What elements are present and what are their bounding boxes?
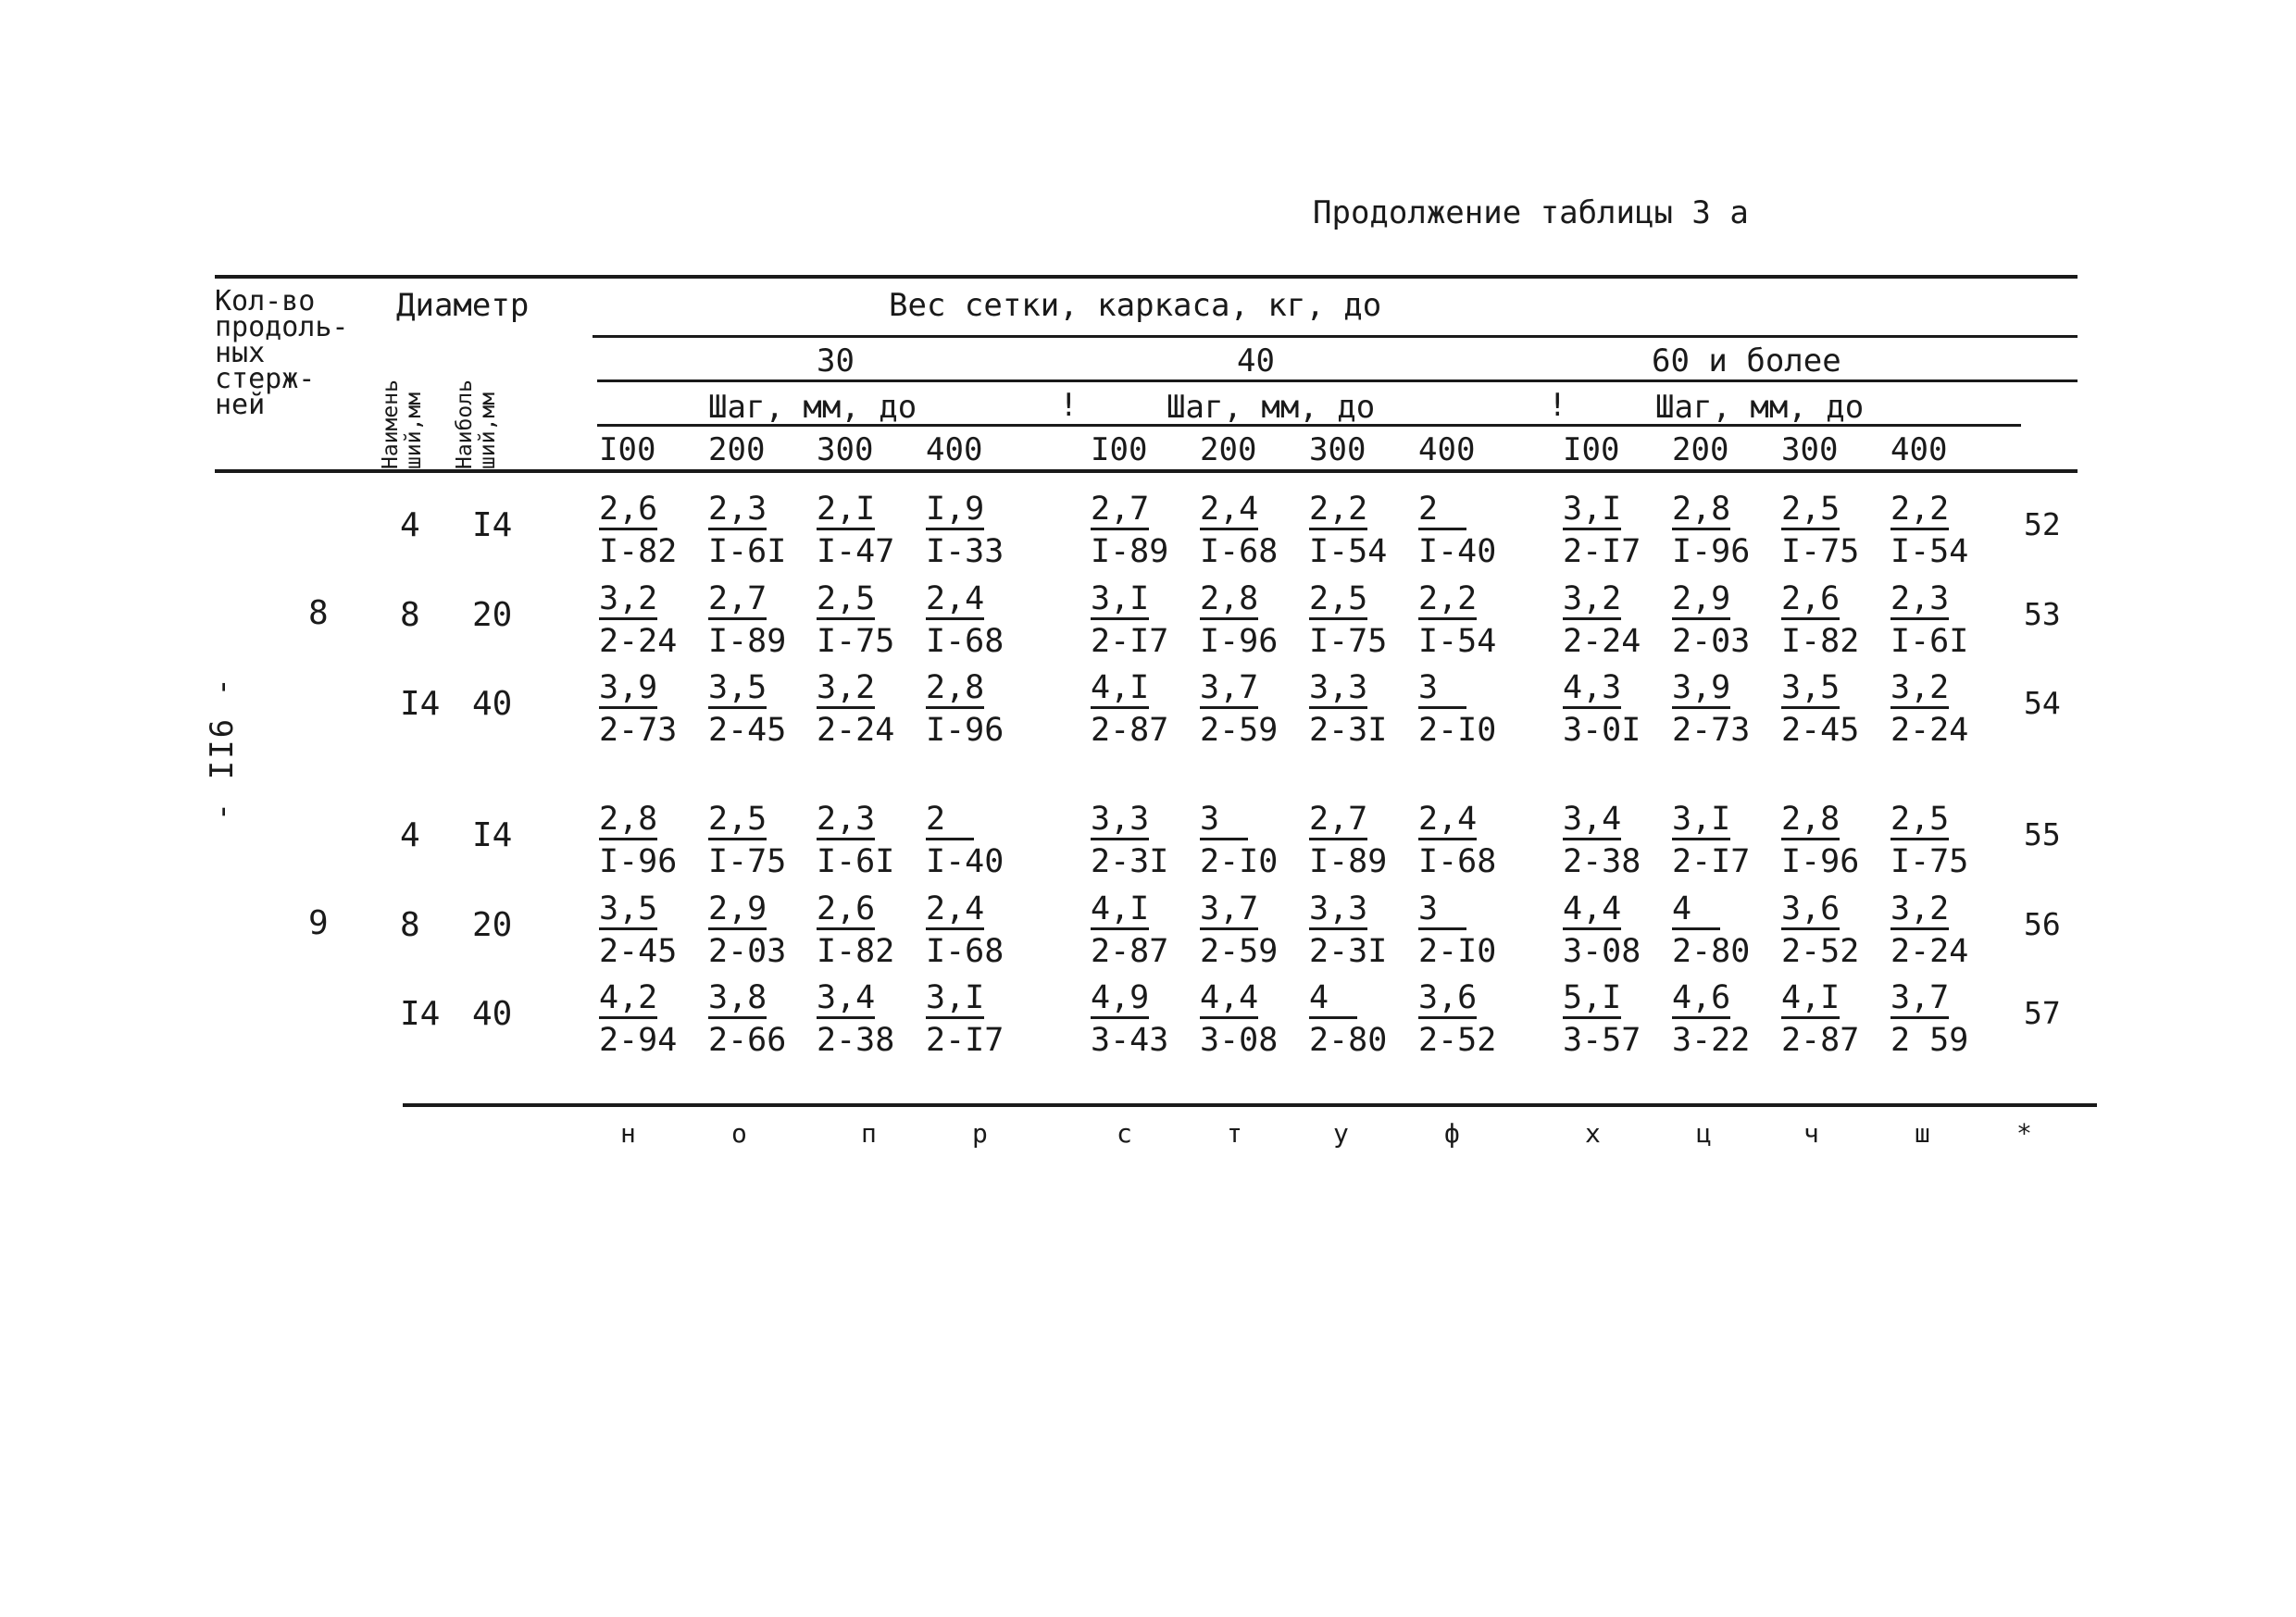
cell-code: 2-24 xyxy=(1890,933,1969,970)
max-diameter-header: Наиболь ший,мм xyxy=(453,379,500,469)
column-letter: п xyxy=(861,1118,877,1149)
cell-code: 2-80 xyxy=(1309,1022,1388,1059)
min-diameter: 8 xyxy=(400,906,420,944)
cell-code: I-68 xyxy=(1200,533,1279,570)
weight-cell xyxy=(599,888,687,973)
cell-value: 2,4 xyxy=(1418,801,1477,840)
cell-value: 2,5 xyxy=(1781,491,1840,530)
cell-value: 3,5 xyxy=(599,890,657,930)
cell-value: 2,I xyxy=(817,491,875,530)
weight-header: Вес сетки, каркаса, кг, до xyxy=(889,287,1382,324)
cell-code: 2-45 xyxy=(708,712,787,749)
cell-code: 2 59 xyxy=(1890,1022,1969,1059)
weight-cell xyxy=(599,666,687,752)
step-header: I00 xyxy=(1091,431,1148,468)
weight-cell xyxy=(1200,578,1288,663)
min-diameter: I4 xyxy=(400,685,441,723)
weight-cell xyxy=(1672,888,1760,973)
cell-code: 2-I7 xyxy=(1672,843,1751,880)
cell-value: 3,2 xyxy=(1890,669,1949,709)
cell-value: 3,I xyxy=(926,979,984,1019)
cell-value: 4,3 xyxy=(1563,669,1621,709)
page-number: - II6 - xyxy=(204,676,241,822)
cell-value: 4,2 xyxy=(599,979,657,1019)
weight-cell xyxy=(926,578,1014,663)
cell-value: 2,7 xyxy=(1091,491,1149,530)
rule-bottom xyxy=(403,1103,2097,1107)
weight-cell xyxy=(599,976,687,1062)
weight-cell xyxy=(708,666,796,752)
step-header: 300 xyxy=(1781,431,1839,468)
weight-cell xyxy=(599,488,687,573)
weight-cell xyxy=(1890,488,1978,573)
column-letter: о xyxy=(731,1118,747,1149)
cell-code: I-96 xyxy=(599,843,678,880)
weight-cell xyxy=(1200,976,1288,1062)
cell-code: I-68 xyxy=(1418,843,1497,880)
cell-code: 2-24 xyxy=(817,712,895,749)
cell-code: 2-38 xyxy=(1563,843,1641,880)
cell-value: 4 xyxy=(1672,890,1720,930)
step-header: I00 xyxy=(599,431,656,468)
cell-value: 4 xyxy=(1309,979,1357,1019)
cell-code: I-96 xyxy=(1781,843,1860,880)
cell-value: 2,3 xyxy=(1890,580,1949,620)
cell-value: 3,I xyxy=(1563,491,1621,530)
cell-value: 4,4 xyxy=(1200,979,1258,1019)
weight-cell xyxy=(817,578,905,663)
weight-cell xyxy=(1418,888,1506,973)
cell-value: 2,2 xyxy=(1890,491,1949,530)
cell-value: 2,8 xyxy=(599,801,657,840)
cell-value: 3,2 xyxy=(817,669,875,709)
cell-value: 2,4 xyxy=(926,890,984,930)
cell-value: 2,8 xyxy=(1672,491,1730,530)
cell-value: 3,4 xyxy=(1563,801,1621,840)
cell-value: 3,I xyxy=(1091,580,1149,620)
step-header: 300 xyxy=(817,431,874,468)
weight-cell xyxy=(1563,798,1651,883)
weight-cell xyxy=(1091,798,1179,883)
cell-value: 5,I xyxy=(1563,979,1621,1019)
cell-code: 2-3I xyxy=(1091,843,1169,880)
cell-code: I-82 xyxy=(817,933,895,970)
column-letter: ф xyxy=(1444,1118,1460,1149)
cell-value: 3,3 xyxy=(1309,890,1367,930)
weight-cell xyxy=(817,488,905,573)
rod-count: 8 xyxy=(308,594,329,632)
weight-cell xyxy=(926,976,1014,1062)
count-header: Кол-во продоль- ных стерж- ней xyxy=(215,285,349,421)
cell-value: 3,9 xyxy=(599,669,657,709)
step-header: 400 xyxy=(1890,431,1948,468)
weight-cell xyxy=(1418,578,1506,663)
cell-value: 3,3 xyxy=(1309,669,1367,709)
weight-cell xyxy=(1091,888,1179,973)
cell-code: I-47 xyxy=(817,533,895,570)
max-diameter: 20 xyxy=(472,596,513,634)
weight-cell xyxy=(1418,666,1506,752)
cell-value: 4,6 xyxy=(1672,979,1730,1019)
group-40-label: 40 xyxy=(1237,342,1275,379)
cell-code: 3-22 xyxy=(1672,1022,1751,1059)
weight-cell xyxy=(1200,798,1288,883)
weight-cell xyxy=(1672,578,1760,663)
min-diameter: 8 xyxy=(400,596,420,634)
cell-code: I-96 xyxy=(926,712,1004,749)
weight-cell xyxy=(1563,666,1651,752)
column-letter: р xyxy=(972,1118,988,1149)
cell-value: 2,7 xyxy=(708,580,767,620)
cell-code: 2-I0 xyxy=(1200,843,1279,880)
cell-value: 3,6 xyxy=(1781,890,1840,930)
cell-code: I-89 xyxy=(1309,843,1388,880)
group-30-step-label: Шаг, мм, до xyxy=(708,389,917,426)
cell-value: 2,9 xyxy=(1672,580,1730,620)
row-number: 55 xyxy=(2024,816,2061,852)
row-number: 53 xyxy=(2024,596,2061,632)
step-header: 200 xyxy=(1672,431,1729,468)
cell-code: 2-I7 xyxy=(926,1022,1004,1059)
cell-code: I-68 xyxy=(926,623,1004,660)
column-letter: ш xyxy=(1915,1118,1930,1149)
cell-value: 4,I xyxy=(1781,979,1840,1019)
max-diameter: 40 xyxy=(472,685,513,723)
step-header: 200 xyxy=(708,431,766,468)
weight-cell xyxy=(708,578,796,663)
max-diameter: 20 xyxy=(472,906,513,944)
cell-code: 2-59 xyxy=(1200,933,1279,970)
cell-code: 2-80 xyxy=(1672,933,1751,970)
weight-cell xyxy=(817,666,905,752)
cell-value: 2,2 xyxy=(1418,580,1477,620)
row-number: 54 xyxy=(2024,685,2061,721)
diameter-header: Диаметр xyxy=(396,287,530,324)
cell-code: 3-08 xyxy=(1563,933,1641,970)
weight-cell xyxy=(1418,798,1506,883)
cell-code: 2-3I xyxy=(1309,712,1388,749)
cell-code: I-96 xyxy=(1200,623,1279,660)
cell-code: I-68 xyxy=(926,933,1004,970)
cell-value: 2,6 xyxy=(817,890,875,930)
cell-value: 2,8 xyxy=(926,669,984,709)
column-letter: х xyxy=(1585,1118,1601,1149)
rod-count: 9 xyxy=(308,904,329,942)
weight-cell xyxy=(1309,888,1397,973)
max-diameter: I4 xyxy=(472,506,513,544)
weight-cell xyxy=(1563,578,1651,663)
weight-cell xyxy=(1672,488,1760,573)
weight-cell xyxy=(926,798,1014,883)
weight-cell xyxy=(926,488,1014,573)
step-header: 400 xyxy=(926,431,983,468)
cell-value: 2,3 xyxy=(708,491,767,530)
rule-top xyxy=(215,275,2078,279)
weight-cell xyxy=(708,488,796,573)
cell-value: 4,I xyxy=(1091,890,1149,930)
weight-cell xyxy=(817,976,905,1062)
cell-value: 3,9 xyxy=(1672,669,1730,709)
cell-code: I-75 xyxy=(817,623,895,660)
cell-value: 4,I xyxy=(1091,669,1149,709)
cell-code: I-75 xyxy=(708,843,787,880)
row-number: 56 xyxy=(2024,906,2061,942)
column-letter: * xyxy=(2016,1118,2032,1149)
cell-code: 2-3I xyxy=(1309,933,1388,970)
weight-cell xyxy=(1563,488,1651,573)
cell-code: 2-I0 xyxy=(1418,933,1497,970)
weight-cell xyxy=(1781,976,1869,1062)
cell-code: 2-03 xyxy=(1672,623,1751,660)
cell-code: 2-24 xyxy=(1890,712,1969,749)
weight-cell xyxy=(1309,578,1397,663)
cell-value: 3,7 xyxy=(1200,669,1258,709)
weight-cell xyxy=(1672,666,1760,752)
group-60-excl: ! xyxy=(1548,387,1567,424)
cell-code: 2-87 xyxy=(1091,712,1169,749)
column-letter: у xyxy=(1333,1118,1349,1149)
group-30-label: 30 xyxy=(817,342,855,379)
step-header: I00 xyxy=(1563,431,1620,468)
cell-value: 2,9 xyxy=(708,890,767,930)
weight-cell xyxy=(817,888,905,973)
step-header: 400 xyxy=(1418,431,1476,468)
cell-code: 2-66 xyxy=(708,1022,787,1059)
weight-cell xyxy=(1781,488,1869,573)
weight-cell xyxy=(1672,976,1760,1062)
cell-value: 2 xyxy=(1418,491,1466,530)
cell-value: 3 xyxy=(1418,669,1466,709)
cell-value: 4,9 xyxy=(1091,979,1149,1019)
cell-value: 2,4 xyxy=(926,580,984,620)
cell-code: 2-I7 xyxy=(1563,533,1641,570)
cell-value: 2,8 xyxy=(1781,801,1840,840)
cell-code: I-89 xyxy=(708,623,787,660)
cell-value: 2,6 xyxy=(1781,580,1840,620)
row-number: 52 xyxy=(2024,506,2061,542)
cell-code: I-75 xyxy=(1781,533,1860,570)
weight-cell xyxy=(1091,488,1179,573)
step-header: 300 xyxy=(1309,431,1366,468)
cell-value: 3,6 xyxy=(1418,979,1477,1019)
cell-code: I-75 xyxy=(1890,843,1969,880)
cell-value: 3,I xyxy=(1672,801,1730,840)
min-diameter-header: Наимень ший,мм xyxy=(379,379,426,469)
cell-code: 2-87 xyxy=(1781,1022,1860,1059)
cell-value: 2,8 xyxy=(1200,580,1258,620)
cell-value: 3,7 xyxy=(1200,890,1258,930)
cell-value: 2,5 xyxy=(708,801,767,840)
cell-code: I-40 xyxy=(926,843,1004,880)
cell-code: 2-87 xyxy=(1091,933,1169,970)
cell-value: 3,7 xyxy=(1890,979,1949,1019)
max-diameter: I4 xyxy=(472,816,513,854)
cell-code: 2-52 xyxy=(1418,1022,1497,1059)
cell-value: 3,5 xyxy=(708,669,767,709)
weight-cell xyxy=(1309,488,1397,573)
cell-value: 2,4 xyxy=(1200,491,1258,530)
cell-code: 2-I0 xyxy=(1418,712,1497,749)
weight-cell xyxy=(1781,578,1869,663)
cell-value: 3,3 xyxy=(1091,801,1149,840)
cell-code: 2-59 xyxy=(1200,712,1279,749)
cell-code: I-54 xyxy=(1309,533,1388,570)
cell-code: 2-73 xyxy=(1672,712,1751,749)
weight-cell xyxy=(1418,976,1506,1062)
min-diameter: 4 xyxy=(400,506,420,544)
weight-cell xyxy=(1890,578,1978,663)
weight-cell xyxy=(599,578,687,663)
weight-cell xyxy=(599,798,687,883)
cell-value: 3,2 xyxy=(1563,580,1621,620)
cell-value: 3,8 xyxy=(708,979,767,1019)
cell-value: 3 xyxy=(1200,801,1248,840)
min-diameter: I4 xyxy=(400,995,441,1033)
weight-cell xyxy=(1200,666,1288,752)
page-title: Продолжение таблицы 3 а xyxy=(1313,194,1749,231)
cell-value: 2,7 xyxy=(1309,801,1367,840)
cell-value: 2,5 xyxy=(1890,801,1949,840)
group-40-step-label: Шаг, мм, до xyxy=(1167,389,1376,426)
cell-value: 2,3 xyxy=(817,801,875,840)
group-40-excl: ! xyxy=(1059,387,1079,424)
cell-code: I-54 xyxy=(1890,533,1969,570)
cell-value: 2,6 xyxy=(599,491,657,530)
cell-code: 3-0I xyxy=(1563,712,1641,749)
weight-cell xyxy=(1890,798,1978,883)
weight-cell xyxy=(1418,488,1506,573)
cell-value: 3,5 xyxy=(1781,669,1840,709)
weight-cell xyxy=(1091,666,1179,752)
weight-cell xyxy=(708,798,796,883)
cell-value: 2,2 xyxy=(1309,491,1367,530)
cell-value: 2 xyxy=(926,801,974,840)
cell-code: 2-I7 xyxy=(1091,623,1169,660)
weight-cell xyxy=(1563,976,1651,1062)
cell-code: I-75 xyxy=(1309,623,1388,660)
cell-code: I-33 xyxy=(926,533,1004,570)
min-diameter: 4 xyxy=(400,816,420,854)
weight-cell xyxy=(708,888,796,973)
weight-cell xyxy=(926,888,1014,973)
cell-code: I-96 xyxy=(1672,533,1751,570)
weight-cell xyxy=(1890,888,1978,973)
cell-value: 3 xyxy=(1418,890,1466,930)
cell-code: I-6I xyxy=(708,533,787,570)
cell-value: 2,5 xyxy=(1309,580,1367,620)
cell-value: 4,4 xyxy=(1563,890,1621,930)
weight-cell xyxy=(1672,798,1760,883)
cell-code: 3-08 xyxy=(1200,1022,1279,1059)
column-letter: н xyxy=(620,1118,636,1149)
weight-cell xyxy=(1091,578,1179,663)
group-60-label: 60 и более xyxy=(1652,342,1841,379)
row-number: 57 xyxy=(2024,995,2061,1031)
cell-code: 2-52 xyxy=(1781,933,1860,970)
rule-groups xyxy=(597,379,2078,382)
weight-cell xyxy=(1091,976,1179,1062)
column-letter: ч xyxy=(1803,1118,1819,1149)
cell-code: I-54 xyxy=(1418,623,1497,660)
cell-code: 2-03 xyxy=(708,933,787,970)
weight-cell xyxy=(1309,798,1397,883)
cell-code: I-89 xyxy=(1091,533,1169,570)
weight-cell xyxy=(1200,888,1288,973)
cell-code: I-40 xyxy=(1418,533,1497,570)
weight-cell xyxy=(1200,488,1288,573)
max-diameter: 40 xyxy=(472,995,513,1033)
column-letter: т xyxy=(1227,1118,1242,1149)
weight-cell xyxy=(1890,976,1978,1062)
cell-value: I,9 xyxy=(926,491,984,530)
weight-cell xyxy=(1563,888,1651,973)
column-letter: ц xyxy=(1696,1118,1712,1149)
cell-code: I-82 xyxy=(599,533,678,570)
cell-code: 2-45 xyxy=(1781,712,1860,749)
cell-code: I-6I xyxy=(817,843,895,880)
cell-code: 3-43 xyxy=(1091,1022,1169,1059)
weight-cell xyxy=(1781,798,1869,883)
cell-value: 3,2 xyxy=(1890,890,1949,930)
weight-cell xyxy=(1890,666,1978,752)
rule-header-bottom xyxy=(215,469,2078,473)
step-header: 200 xyxy=(1200,431,1257,468)
weight-cell xyxy=(1309,976,1397,1062)
rule-weight xyxy=(593,335,2078,338)
cell-code: 3-57 xyxy=(1563,1022,1641,1059)
cell-code: 2-73 xyxy=(599,712,678,749)
cell-code: 2-24 xyxy=(599,623,678,660)
cell-code: 2-94 xyxy=(599,1022,678,1059)
column-letter: с xyxy=(1117,1118,1132,1149)
cell-code: 2-38 xyxy=(817,1022,895,1059)
weight-cell xyxy=(1781,888,1869,973)
weight-cell xyxy=(817,798,905,883)
cell-code: 2-24 xyxy=(1563,623,1641,660)
weight-cell xyxy=(708,976,796,1062)
cell-code: 2-45 xyxy=(599,933,678,970)
group-60-step-label: Шаг, мм, до xyxy=(1655,389,1865,426)
cell-code: I-6I xyxy=(1890,623,1969,660)
cell-value: 2,5 xyxy=(817,580,875,620)
weight-cell xyxy=(1781,666,1869,752)
cell-value: 3,2 xyxy=(599,580,657,620)
weight-cell xyxy=(926,666,1014,752)
cell-code: I-82 xyxy=(1781,623,1860,660)
cell-value: 3,4 xyxy=(817,979,875,1019)
weight-cell xyxy=(1309,666,1397,752)
